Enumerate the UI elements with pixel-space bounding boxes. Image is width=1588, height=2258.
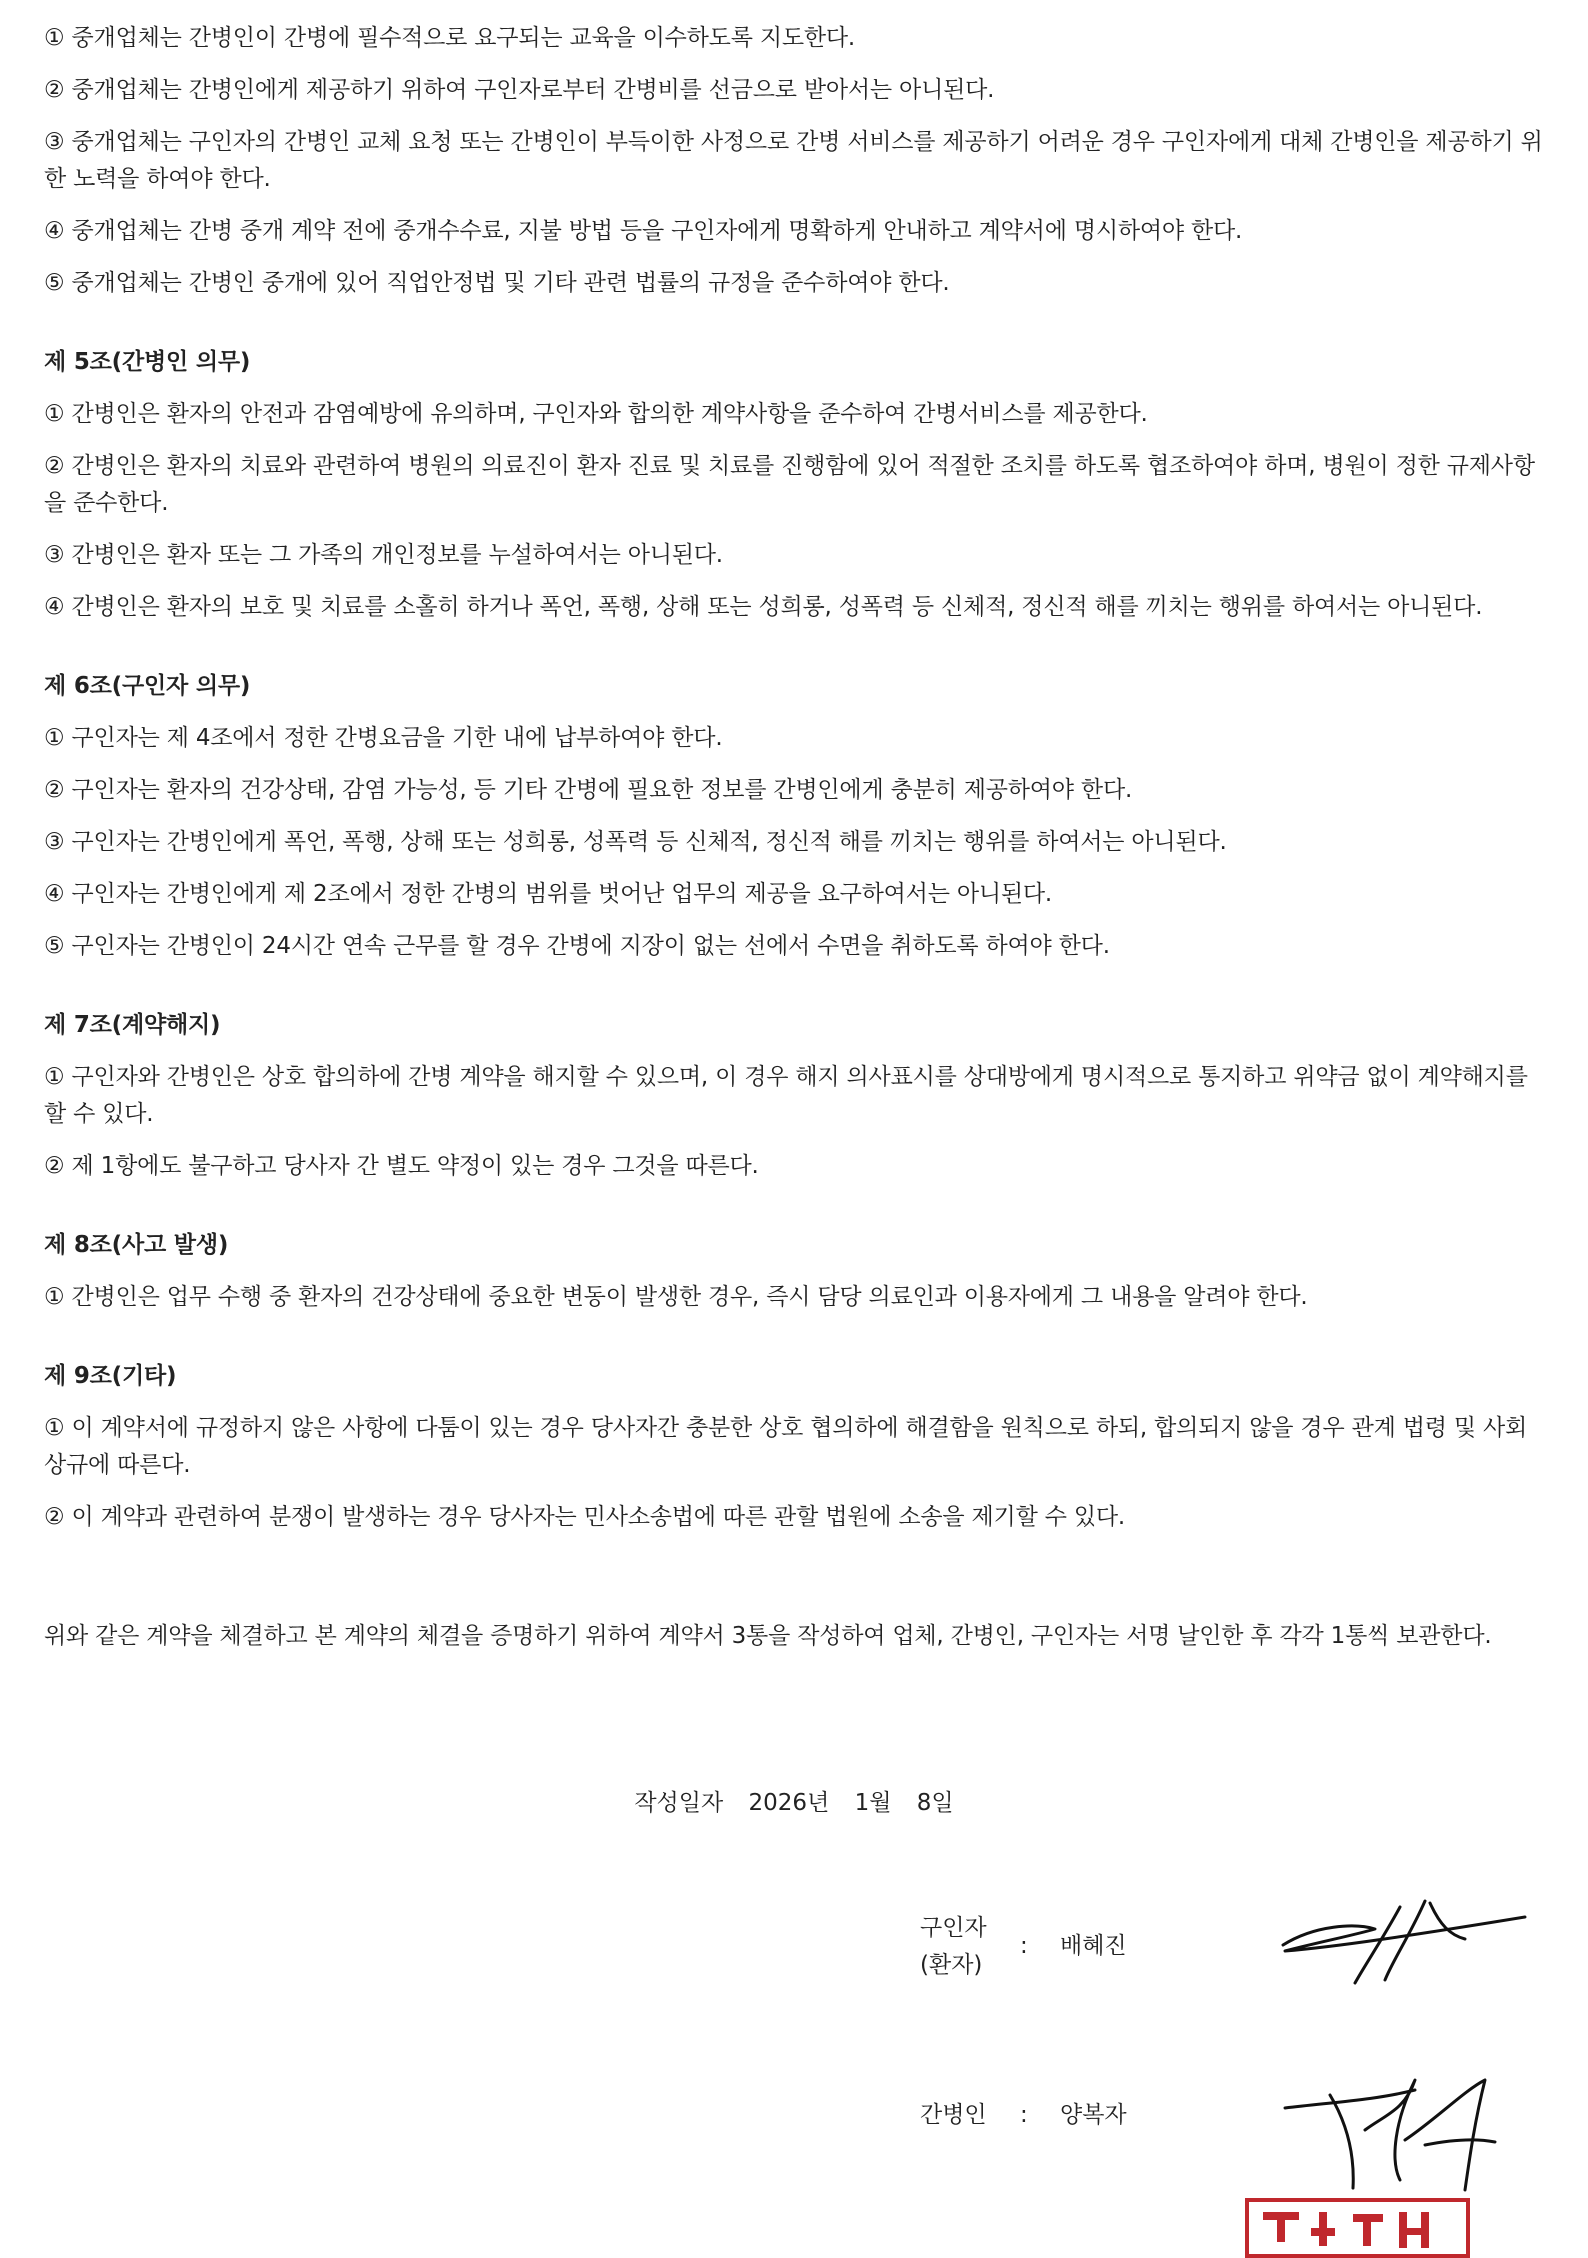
date-label: 작성일자 [634,1790,724,1816]
clause-item: ② 중개업체는 간병인에게 제공하기 위하여 구인자로부터 간병비를 선금으로 받아서는 아니된다. [44,77,995,103]
date-line [0,1785,1588,1822]
clause-item: ④ 중개업체는 간병 중개 계약 전에 중개수수료, 지불 방법 등을 구인자에게 명확하게 안내하고 계약서에 명시하여야 한다. [44,218,1243,244]
article-heading: 제 5조(간병인 의무) [44,349,251,375]
clause-item: ② 제 1항에도 불구하고 당사자 간 별도 약정이 있는 경우 그것을 따른다. [44,1153,759,1179]
clause-item: ④ 간병인은 환자의 보호 및 치료를 소홀히 하거나 폭언, 폭행, 상해 또는 성희롱, 성폭력 등 신체적, 정신적 해를 끼치는 행위를 하여서는 아니된다. [44,594,1483,620]
contract-body [44,20,1544,1678]
employer-signature [1275,1895,1535,1990]
clause-item: ⑤ 중개업체는 간병인 중개에 있어 직업안정법 및 기타 관련 법률의 규정을 준수하여야 한다. [44,270,950,296]
article-heading: 제 7조(계약해지) [44,1012,221,1038]
caregiver-name: 양복자 [1060,2102,1127,2128]
article-heading: 제 8조(사고 발생) [44,1232,229,1258]
clause-item: ③ 중개업체는 구인자의 간병인 교체 요청 또는 간병인이 부득이한 사정으로 간병 서비스를 제공하기 어려운 경우 구인자에게 대체 간병인을 제공하기 위한 노력을 하여야 한다. [44,129,1543,192]
clause-item: ① 구인자는 제 4조에서 정한 간병요금을 기한 내에 납부하여야 한다. [44,725,723,751]
clause-item: ② 구인자는 환자의 건강상태, 감염 가능성, 등 기타 간병에 필요한 정보를 간병인에게 충분히 제공하여야 한다. [44,777,1133,803]
clause-item: ① 구인자와 간병인은 상호 합의하에 간병 계약을 해지할 수 있으며, 이 경우 해지 의사표시를 상대방에게 명시적으로 통지하고 위약금 없이 계약해지를 할 수 있다. [44,1064,1528,1127]
date-year: 2026년 [748,1790,830,1816]
colon: : [1020,2102,1028,2128]
clause-item: ③ 간병인은 환자 또는 그 가족의 개인정보를 누설하여서는 아니된다. [44,542,723,568]
employer-role-sublabel: (환자) [920,1952,983,1978]
article-5 [44,344,1544,626]
clause-item: ① 간병인은 환자의 안전과 감염예방에 유의하며, 구인자와 합의한 계약사항을 준수하여 간병서비스를 제공한다. [44,401,1148,427]
clause-item: ③ 구인자는 간병인에게 폭언, 폭행, 상해 또는 성희롱, 성폭력 등 신체적, 정신적 해를 끼치는 행위를 하여서는 아니된다. [44,829,1227,855]
caregiver-role-label: 간병인 [920,2102,987,2128]
clause-item: ① 이 계약서에 규정하지 않은 사항에 다툼이 있는 경우 당사자간 충분한 상호 협의하에 해결함을 원칙으로 하되, 합의되지 않을 경우 관계 법령 및 사회상규에 따른다. [44,1415,1528,1478]
article-8 [44,1227,1544,1316]
clause-item: ① 간병인은 업무 수행 중 환자의 건강상태에 중요한 변동이 발생한 경우, 즉시 담당 의료인과 이용자에게 그 내용을 알려야 한다. [44,1284,1308,1310]
intro-clauses [44,20,1544,302]
clause-item: ⑤ 구인자는 간병인이 24시간 연속 근무를 할 경우 간병에 지장이 없는 선에서 수면을 취하도록 하여야 한다. [44,933,1110,959]
date-month: 1월 [854,1790,892,1816]
article-heading: 제 9조(기타) [44,1363,177,1389]
seal-icon [1249,2202,1466,2254]
clause-item: ④ 구인자는 간병인에게 제 2조에서 정한 간병의 범위를 벗어난 업무의 제공을 요구하여서는 아니된다. [44,881,1053,907]
article-9 [44,1358,1544,1536]
clause-item: ② 이 계약과 관련하여 분쟁이 발생하는 경우 당사자는 민사소송법에 따른 관할 법원에 소송을 제기할 수 있다. [44,1504,1125,1530]
closing-statement: 위와 같은 계약을 체결하고 본 계약의 체결을 증명하기 위하여 계약서 3통을 작성하여 업체, 간병인, 구인자는 서명 날인한 후 각각 1통씩 보관한다. [44,1623,1492,1649]
clause-item: ① 중개업체는 간병인이 간병에 필수적으로 요구되는 교육을 이수하도록 지도한다. [44,25,856,51]
employer-role-label: 구인자 [920,1915,987,1941]
employer-name: 배혜진 [1060,1933,1127,1959]
article-6 [44,668,1544,965]
clause-item: ② 간병인은 환자의 치료와 관련하여 병원의 의료진이 환자 진료 및 치료를 진행함에 있어 적절한 조치를 하도록 협조하여야 하며, 병원이 정한 규제사항을 준수한다. [44,453,1535,516]
article-7 [44,1007,1544,1185]
article-heading: 제 6조(구인자 의무) [44,673,251,699]
red-seal-stamp [1245,2198,1470,2258]
caregiver-signature [1275,2060,1525,2200]
colon: : [1020,1933,1028,1959]
date-day: 8일 [916,1790,954,1816]
